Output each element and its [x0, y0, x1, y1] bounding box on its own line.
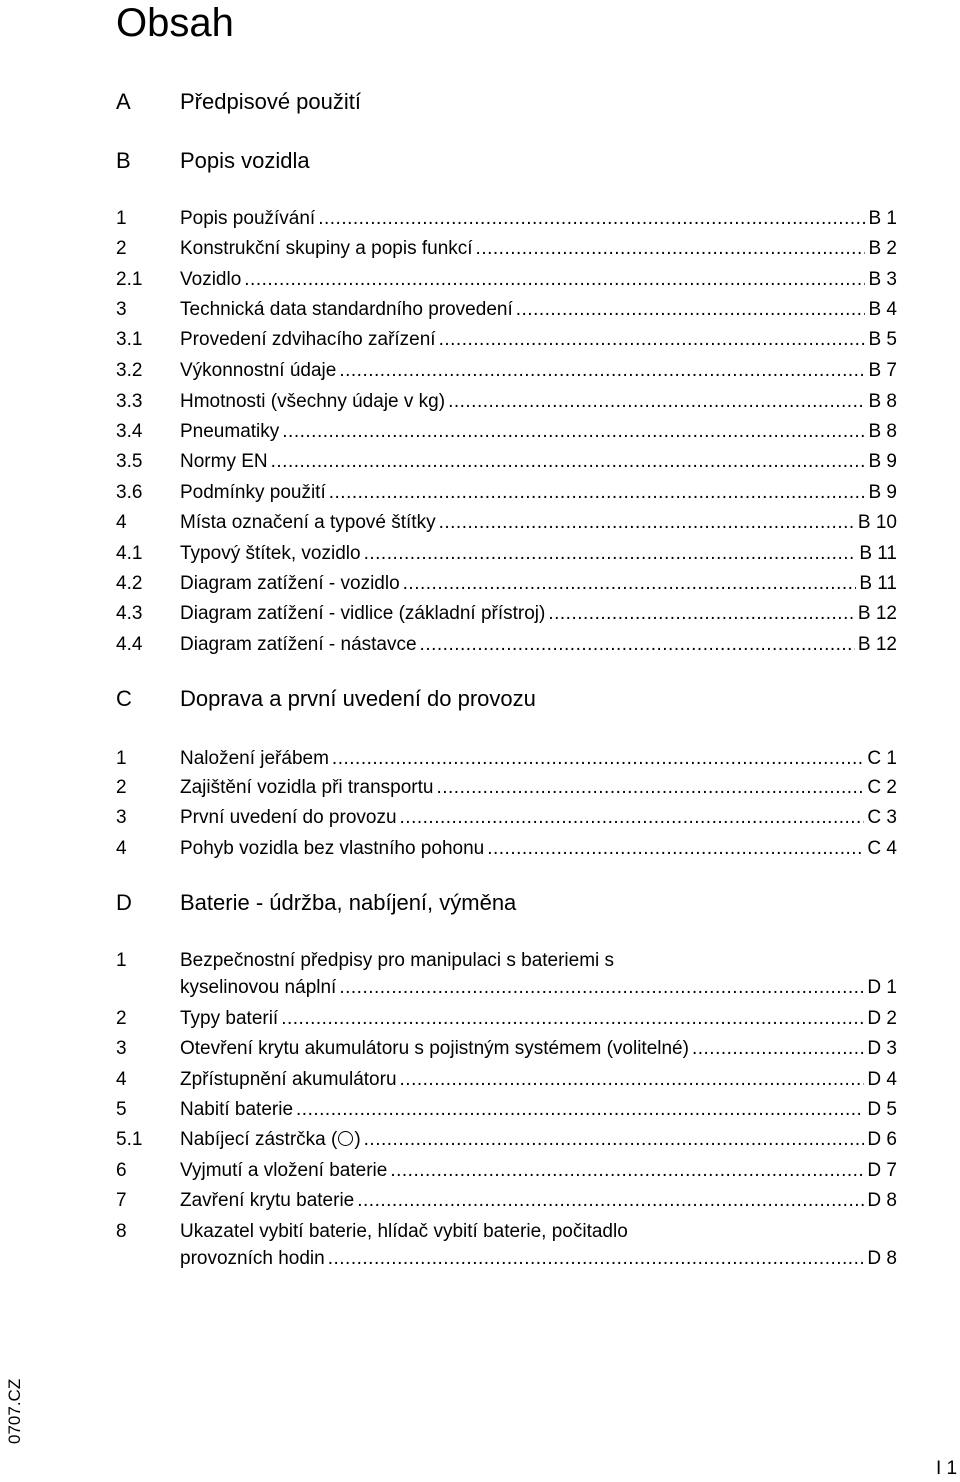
entry-number: 4.3 [116, 603, 143, 624]
entry-title-after: ) [354, 1129, 361, 1150]
entry-number: 4.2 [116, 573, 143, 594]
entry-title: Zavření krytu baterie [180, 1190, 355, 1211]
entry-number: 3 [116, 1038, 127, 1059]
entry-title: Diagram zatížení - vozidlo [180, 573, 400, 594]
dot-leader [328, 1245, 865, 1272]
circle-icon [338, 1131, 353, 1146]
entry-page: D 5 [867, 1099, 897, 1120]
dot-leader [400, 804, 865, 831]
entry-title: Zajištění vozidla při transportu [180, 777, 434, 798]
entry-title: provozních hodin [180, 1248, 325, 1269]
entry-page: D 8 [867, 1190, 897, 1211]
dot-leader [244, 266, 865, 293]
dot-leader [390, 1157, 864, 1184]
entry-page: D 8 [867, 1248, 897, 1269]
entry-number: 7 [116, 1190, 127, 1211]
dot-leader [487, 835, 864, 862]
section-title: Doprava a první uvedení do provozu [180, 686, 536, 711]
dot-leader [692, 1035, 864, 1062]
entry-number: 2 [116, 238, 127, 259]
dot-leader [364, 540, 857, 567]
entry-page: B 9 [868, 451, 897, 472]
entry-title: Pneumatiky [180, 421, 280, 442]
dot-leader [318, 205, 865, 232]
page-title: Obsah [116, 1, 234, 45]
entry-title: Hmotnosti (všechny údaje v kg) [180, 391, 446, 412]
entry-page: D 6 [867, 1129, 897, 1150]
entry-title: Popis používání [180, 208, 316, 229]
page-number: I 1 [936, 1458, 958, 1479]
entry-number: 1 [116, 748, 127, 769]
section-letter: A [116, 89, 131, 114]
entry-page: C 1 [867, 748, 897, 769]
dot-leader [516, 296, 866, 323]
entry-page: B 12 [857, 634, 897, 655]
dot-leader [357, 1187, 864, 1214]
entry-number: 3 [116, 807, 127, 828]
entry-page: B 3 [868, 269, 897, 290]
entry-number: 3.3 [116, 391, 143, 412]
entry-title: První uvedení do provozu [180, 807, 397, 828]
entry-title: Vozidlo [180, 269, 242, 290]
dot-leader [339, 974, 864, 1001]
entry-page: B 9 [868, 482, 897, 503]
dot-leader [364, 1126, 865, 1153]
entry-title: Místa označení a typové štítky [180, 512, 436, 533]
dot-leader [420, 631, 855, 658]
dot-leader [271, 448, 866, 475]
entry-title: Typy baterií [180, 1008, 279, 1029]
section-letter: B [116, 148, 131, 173]
entry-page: B 11 [859, 573, 897, 594]
entry-title: Vyjmutí a vložení baterie [180, 1160, 388, 1181]
entry-number: 2.1 [116, 269, 143, 290]
entry-title: Normy EN [180, 451, 268, 472]
dot-leader [281, 1005, 864, 1032]
dot-leader [339, 357, 865, 384]
entry-number: 4 [116, 512, 127, 533]
dot-leader [282, 418, 865, 445]
entry-page: B 8 [868, 421, 897, 442]
dot-leader [296, 1096, 864, 1123]
entry-page: D 7 [867, 1160, 897, 1181]
entry-title: Podmínky použití [180, 482, 326, 503]
entry-number: 4.1 [116, 543, 143, 564]
entry-number: 3.5 [116, 451, 143, 472]
entry-number: 3.4 [116, 421, 143, 442]
section-title: Baterie - údržba, nabíjení, výměna [180, 890, 517, 915]
entry-number: 3.6 [116, 482, 143, 503]
entry-number: 4 [116, 1069, 127, 1090]
dot-leader [436, 774, 864, 801]
entry-page: B 10 [857, 512, 897, 533]
entry-title [180, 1126, 361, 1153]
dot-leader [439, 509, 855, 536]
entry-title: Diagram zatížení - nástavce [180, 634, 417, 655]
entry-number: 1 [116, 950, 127, 971]
entry-title-line1: Ukazatel vybití baterie, hlídač vybití baterie, počitadlo [180, 1221, 628, 1242]
entry-number: 4.4 [116, 634, 143, 655]
entry-page: B 4 [868, 299, 897, 320]
entry-number: 2 [116, 1008, 127, 1029]
entry-page: B 11 [859, 543, 897, 564]
entry-number: 8 [116, 1221, 127, 1242]
dot-leader [548, 600, 855, 627]
entry-title-before: Nabíjecí zástrčka ( [180, 1129, 338, 1150]
entry-page: D 2 [867, 1008, 897, 1029]
entry-page: C 4 [867, 838, 897, 859]
section-letter: C [116, 686, 132, 711]
entry-number: 3.1 [116, 329, 143, 350]
section-letter: D [116, 890, 132, 915]
entry-title: Zpřístupnění akumulátoru [180, 1069, 397, 1090]
entry-title: Technická data standardního provedení [180, 299, 513, 320]
dot-leader [329, 479, 866, 506]
entry-title-line1: Bezpečnostní předpisy pro manipulaci s bateriemi s [180, 950, 615, 971]
entry-number: 3.2 [116, 360, 143, 381]
entry-title: kyselinovou náplní [180, 977, 337, 998]
entry-number: 2 [116, 777, 127, 798]
entry-page: C 3 [867, 807, 897, 828]
document-code [2, 1356, 30, 1446]
dot-leader [332, 745, 865, 772]
entry-title: Diagram zatížení - vidlice (základní přístroj) [180, 603, 546, 624]
entry-title: Výkonnostní údaje [180, 360, 337, 381]
entry-title: Otevření krytu akumulátoru s pojistným systémem (volitelné) [180, 1038, 689, 1059]
section-title: Předpisové použití [180, 89, 361, 114]
entry-page: B 12 [857, 603, 897, 624]
entry-number: 4 [116, 838, 127, 859]
entry-title: Typový štítek, vozidlo [180, 543, 361, 564]
dot-leader [400, 1066, 865, 1093]
entry-title: Pohyb vozidla bez vlastního pohonu [180, 838, 485, 859]
entry-page: B 7 [868, 360, 897, 381]
entry-page: B 5 [868, 329, 897, 350]
entry-number: 6 [116, 1160, 127, 1181]
entry-number: 5 [116, 1099, 127, 1120]
entry-title: Konstrukční skupiny a popis funkcí [180, 238, 473, 259]
entry-page: D 4 [867, 1069, 897, 1090]
entry-title: Provedení zdvihacího zařízení [180, 329, 436, 350]
dot-leader [448, 388, 865, 415]
entry-page: B 8 [868, 391, 897, 412]
entry-page: D 1 [867, 977, 897, 998]
dot-leader [439, 326, 866, 353]
entry-page: D 3 [867, 1038, 897, 1059]
entry-title: Nabití baterie [180, 1099, 294, 1120]
entry-title: Naložení jeřábem [180, 748, 329, 769]
entry-number: 1 [116, 208, 127, 229]
dot-leader [403, 570, 857, 597]
entry-number: 3 [116, 299, 127, 320]
entry-number: 5.1 [116, 1129, 143, 1150]
entry-page: C 2 [867, 777, 897, 798]
dot-leader [476, 235, 866, 262]
entry-page: B 2 [868, 238, 897, 259]
section-title: Popis vozidla [180, 148, 310, 173]
entry-page: B 1 [868, 208, 897, 229]
document-code-text: 0707.CZ [5, 1378, 24, 1444]
